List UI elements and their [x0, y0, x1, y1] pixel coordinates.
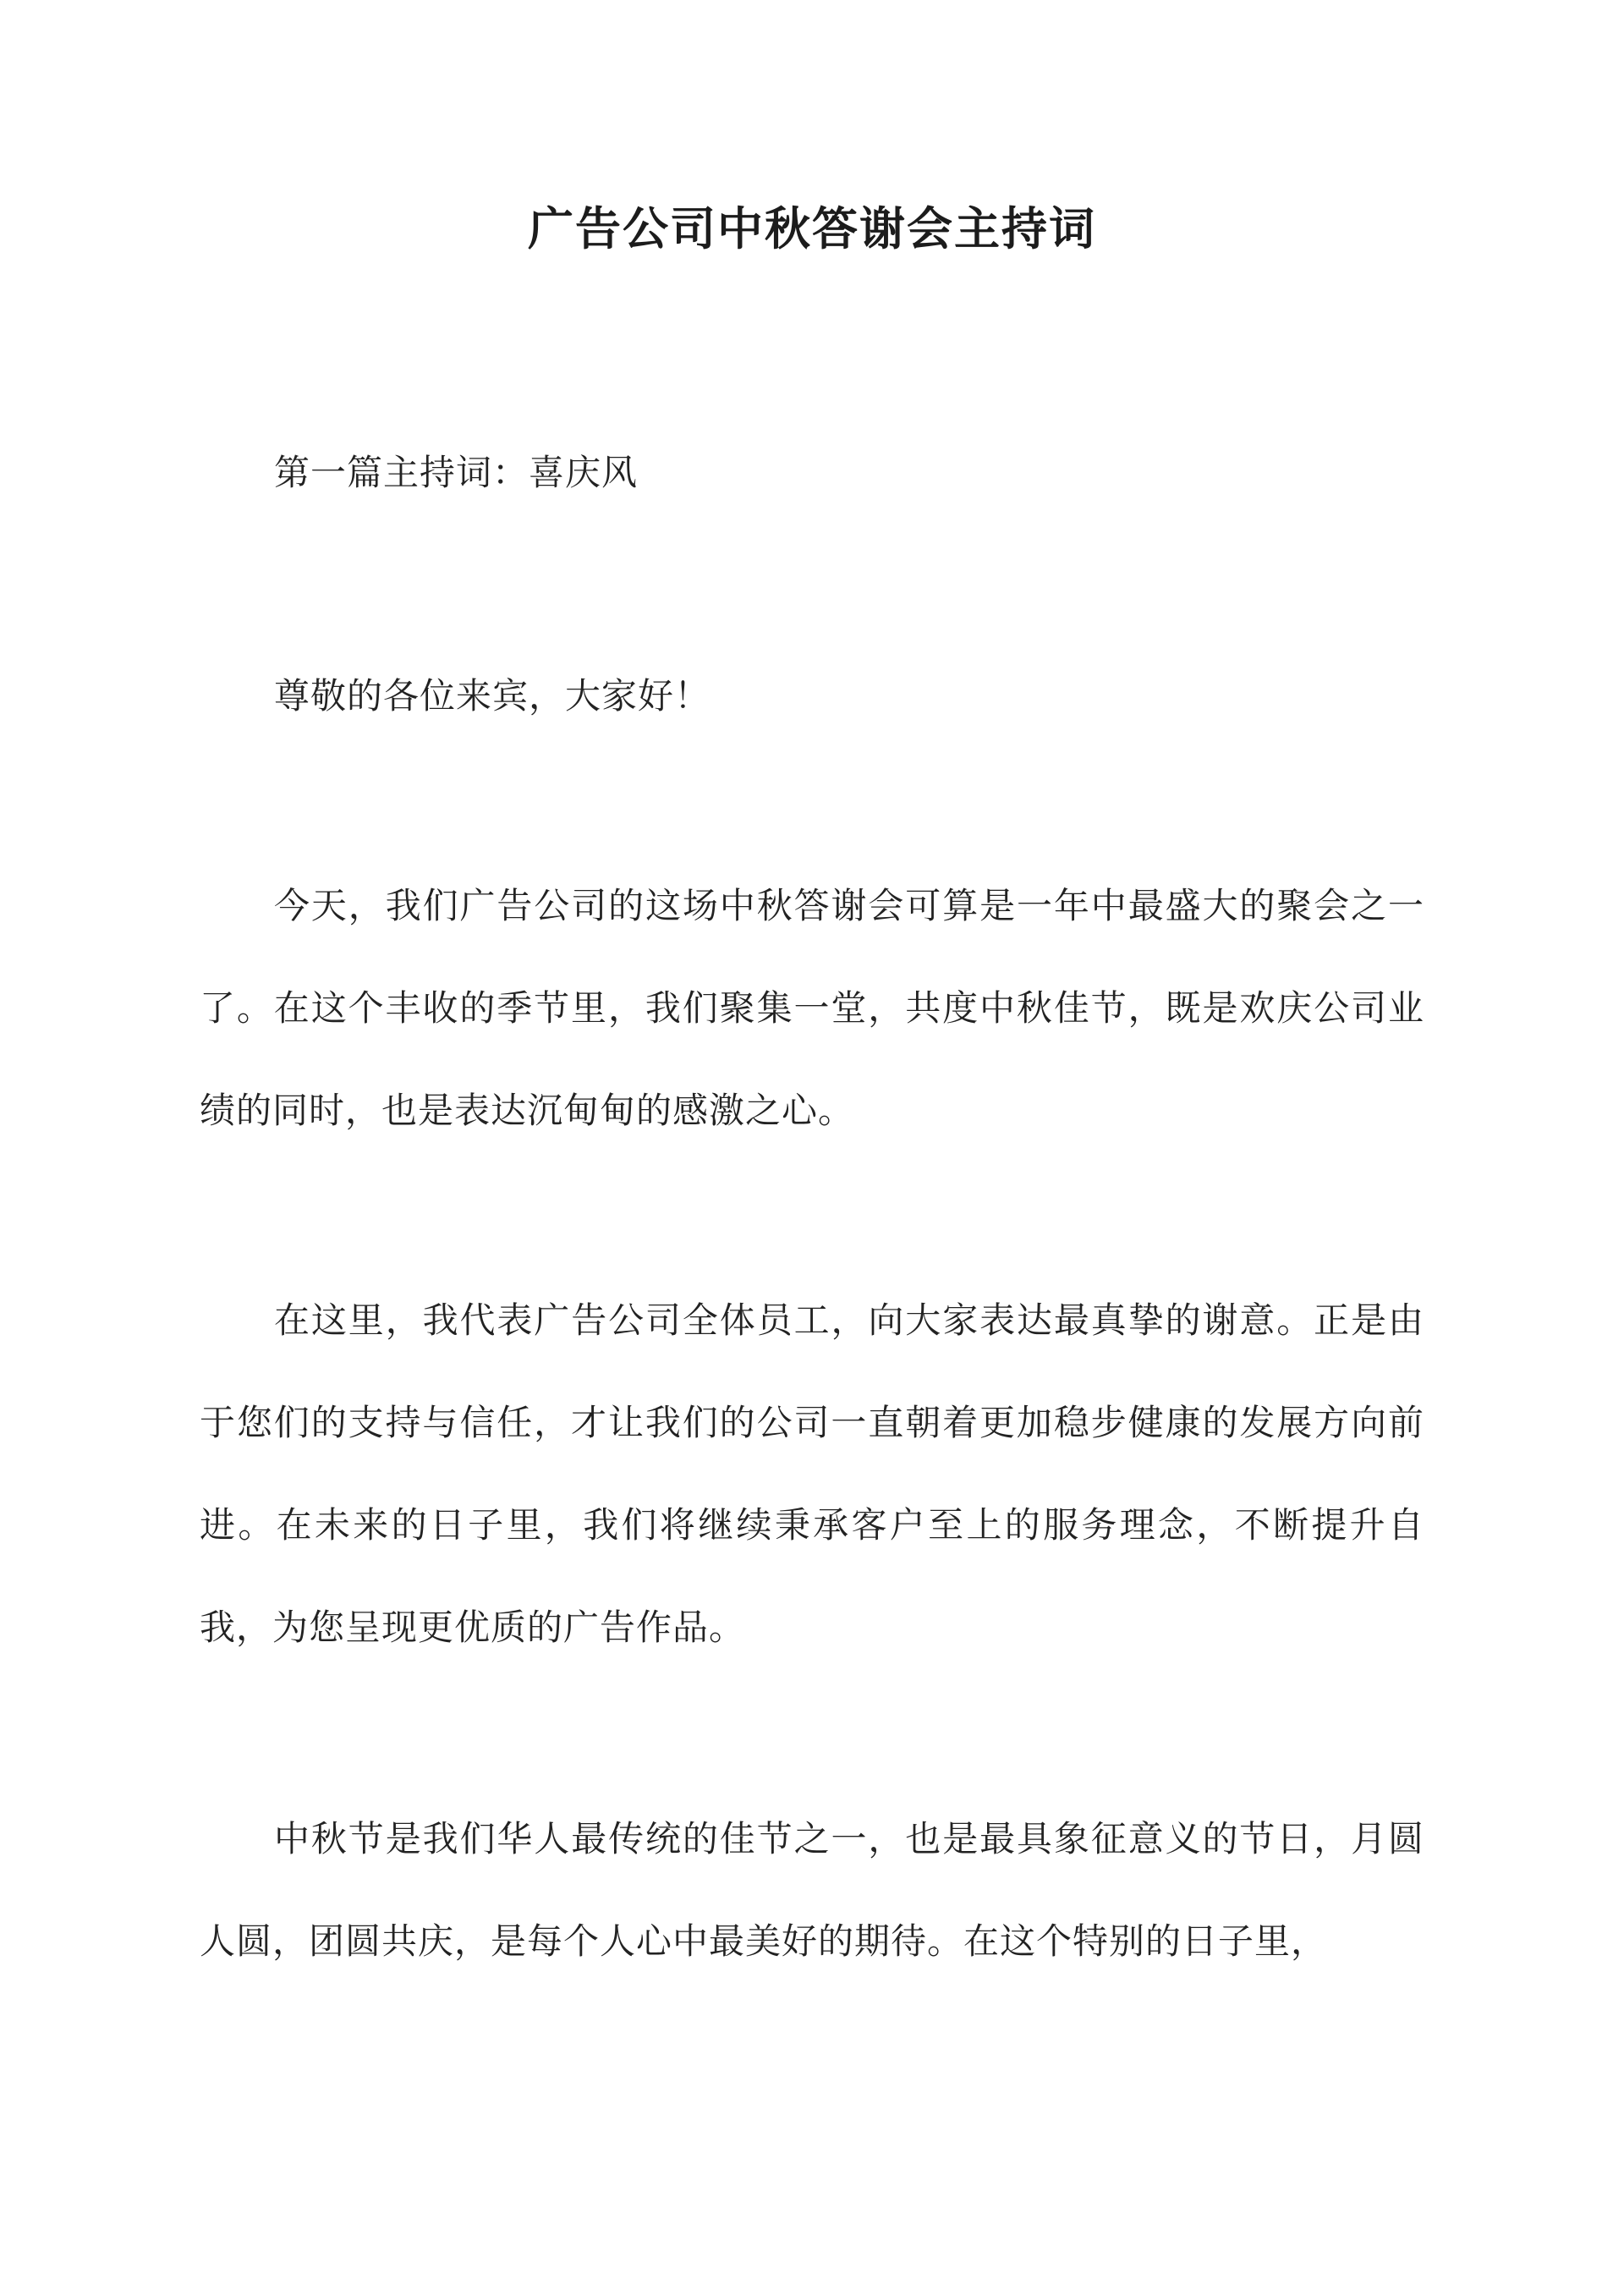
body-paragraph: 今天，我们广告公司的这场中秋答谢会可算是一年中最盛大的聚会之一了。在这个丰收的季节里，我们聚集一堂，共度中秋佳节，既是欢庆公司业绩的同时，也是表达沉甸甸的感激之心。	[200, 885, 1424, 1131]
body-paragraph: 在这里，我代表广告公司全体员工，向大家表达最真挚的谢意。正是由于您们的支持与信任，才让我们的公司一直朝着更加稳步健康的发展方向前进。在未来的日子里，我们将继续秉承客户至上的服务理念，不断提升自我，为您呈现更优质的广告作品。	[200, 1299, 1424, 1648]
body-paragraph: 中秋节是我们华人最传统的佳节之一，也是最具象征意义的节日，月圆人圆，团圆共庆，是每个人心中最美好的期待。在这个特别的日子里，	[200, 1818, 1424, 1962]
section-heading: 第一篇主持词：喜庆风	[274, 452, 639, 493]
document-title: 广告公司中秋答谢会主持词	[528, 201, 1096, 255]
greeting-paragraph: 尊敬的各位来宾，大家好！	[274, 675, 711, 717]
